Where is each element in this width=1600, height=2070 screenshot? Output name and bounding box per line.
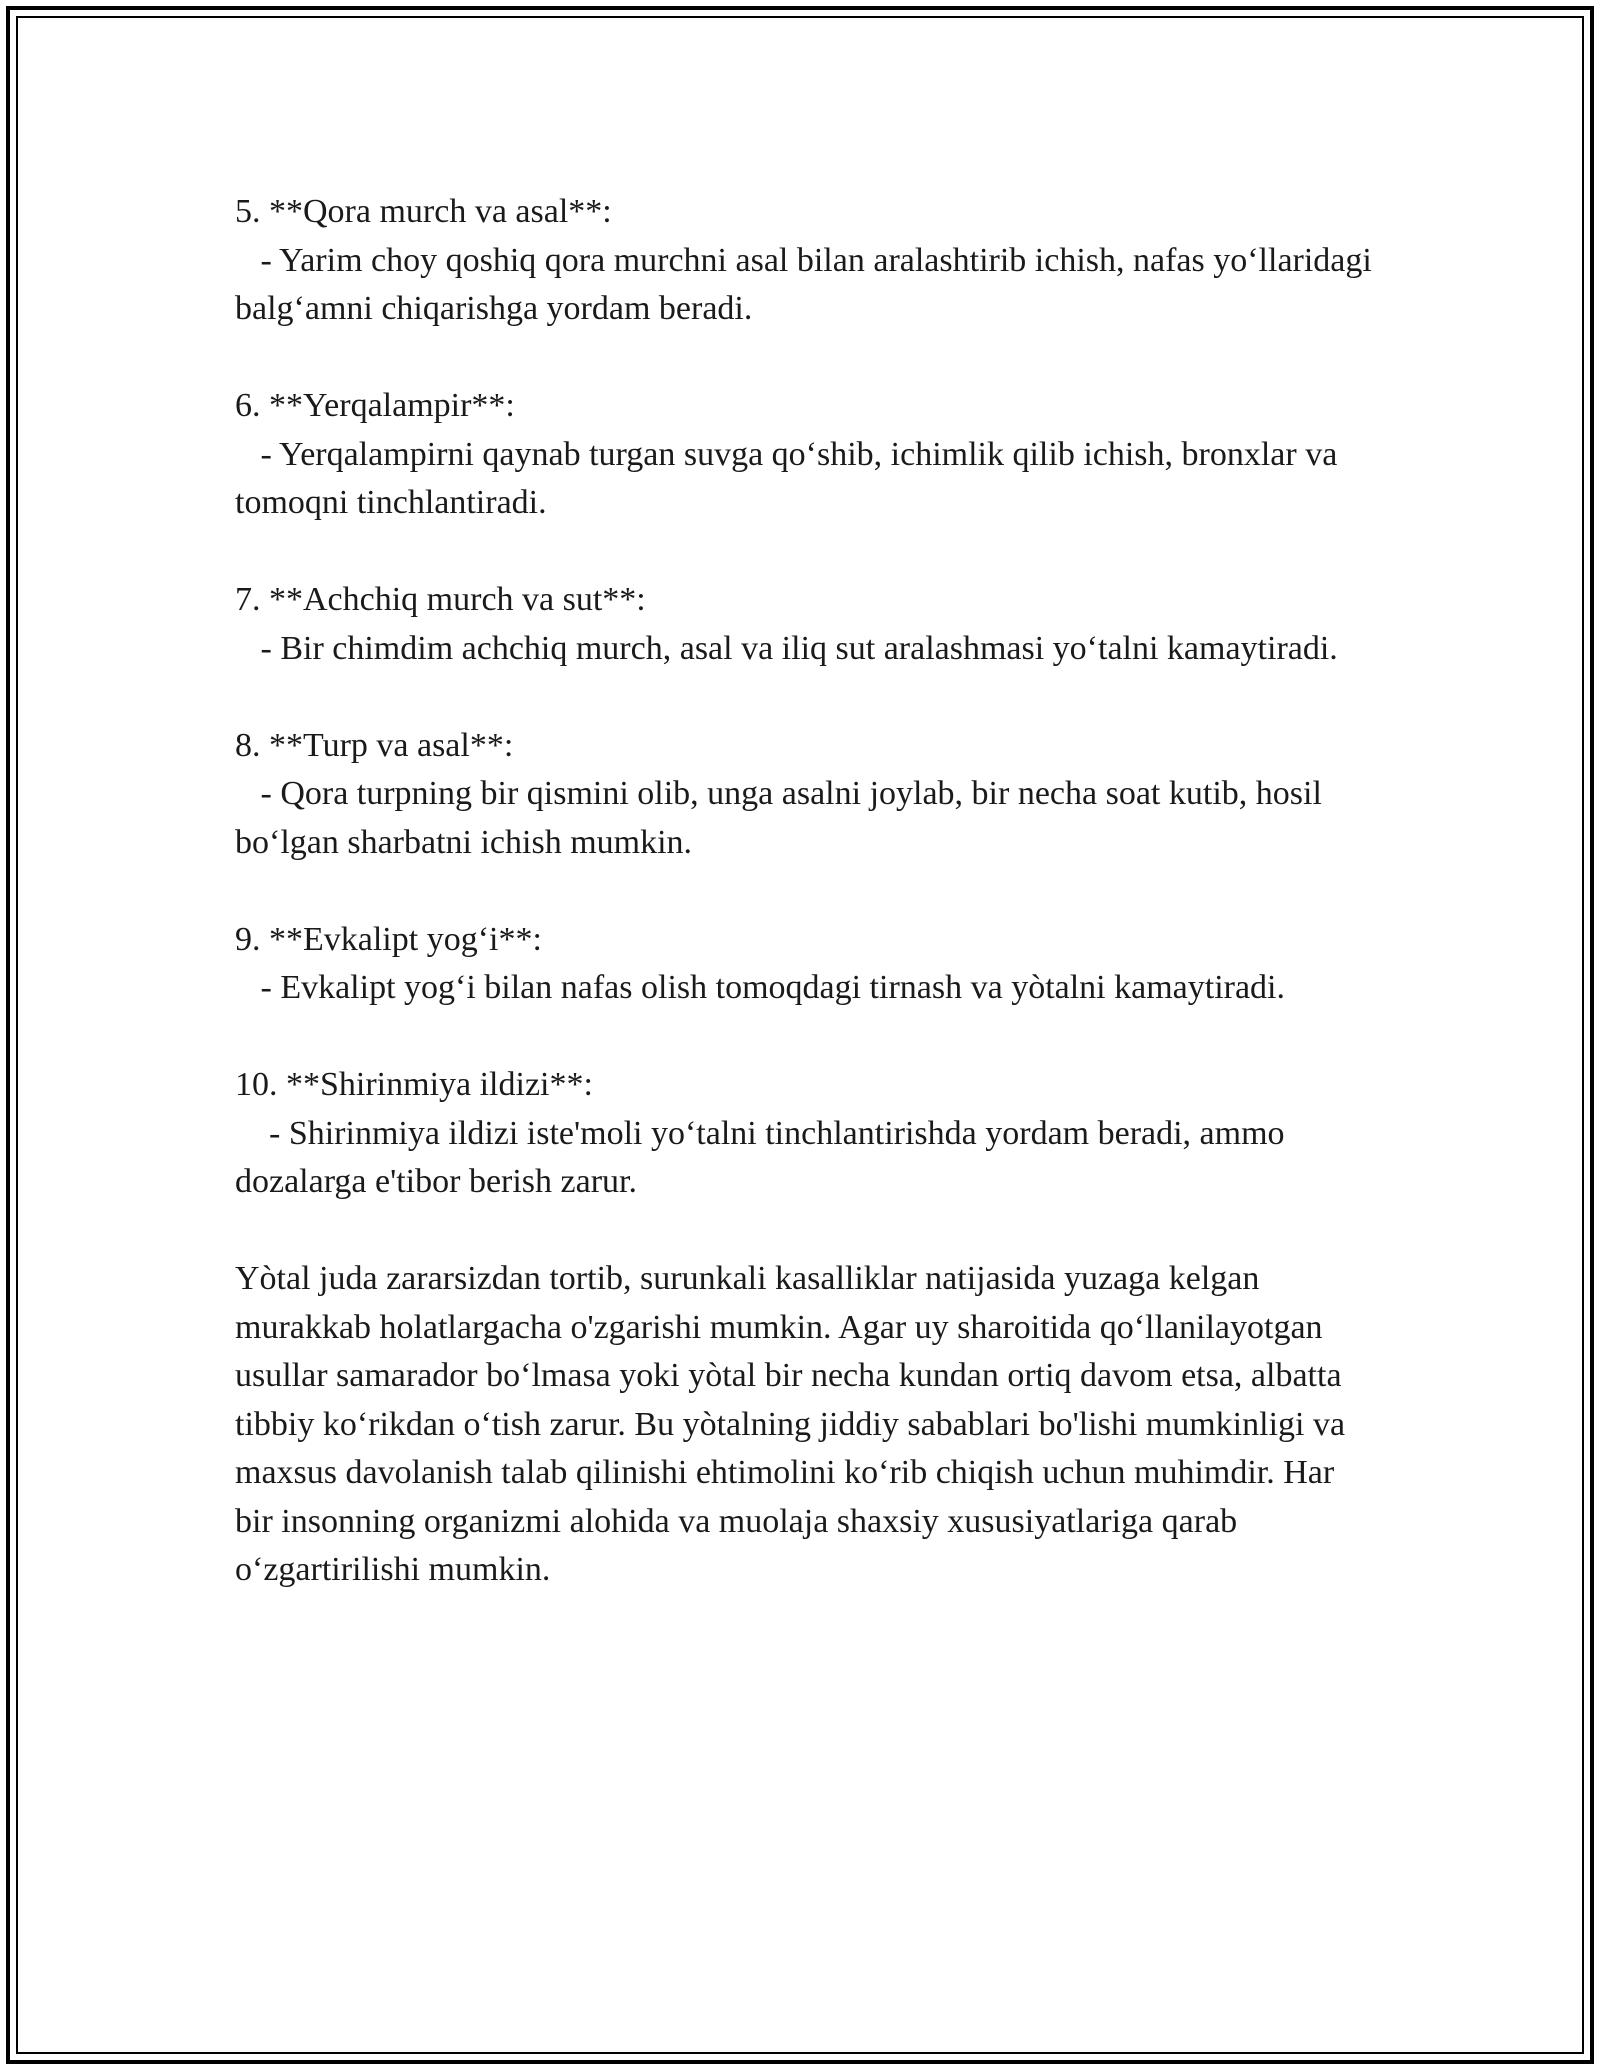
item-title: 8. **Turp va asal**: (235, 726, 514, 764)
item-description: - Bir chimdim achchiq murch, asal va iliq sut aralashmasi yo‘talni kamaytiradi. (235, 629, 1338, 667)
item-description: - Yarim choy qoshiq qora murchni asal bilan aralashtirib ichish, nafas yo‘llaridagi balg‘amni chiqarishga yordam beradi. (235, 241, 1381, 327)
item-title: 5. **Qora murch va asal**: (235, 193, 612, 230)
item-title: 9. **Evkalipt yog‘i**: (235, 920, 542, 958)
list-item (235, 916, 1375, 1013)
item-description: - Shirinmiya ildizi iste'moli yo‘talni tinchlantirishda yordam beradi, ammo dozalarga e'tibor berish zarur. (235, 1114, 1294, 1200)
closing-paragraph: Yòtal juda zararsizdan tortib, surunkali kasalliklar natijasida yuzaga kelgan murakkab holatlargacha o'zgarishi mumkin. Agar uy sharoitida qo‘llanilayotgan usullar samarador bo‘lmasa yoki yòtal bir necha kundan ortiq davom etsa, albatta tibbiy ko‘rikdan o‘tish zarur. Bu yòtalning jiddiy sabablari bo'lishi mumkinligi va maxsus davolanish talab qilinishi ehtimolini ko‘rib chiqish uchun muhimdir. Har bir insonning organizmi alohida va muolaja shaxsiy xususiyatlariga qarab o‘zgartirilishi mumkin. (235, 1260, 1346, 1588)
item-title: 6. **Yerqalampir**: (235, 387, 515, 424)
item-description: - Evkalipt yog‘i bilan nafas olish tomoqdagi tirnash va yòtalni kamaytiradi. (235, 969, 1285, 1006)
item-description: - Qora turpning bir qismini olib, unga asalni joylab, bir necha soat kutib, hosil bo‘lgan sharbatni ichish mumkin. (235, 775, 1331, 861)
document-body (235, 188, 1381, 1595)
list-item (235, 1061, 1375, 1207)
list-item (235, 722, 1375, 868)
list-item (235, 576, 1375, 673)
list-item (235, 188, 1381, 334)
list-item (235, 382, 1375, 528)
item-title: 7. **Achchiq murch va sut**: (235, 581, 646, 618)
item-title: 10. **Shirinmiya ildizi**: (235, 1066, 593, 1103)
item-description: - Yerqalampirni qaynab turgan suvga qo‘shib, ichimlik qilib ichish, bronxlar va tomoqni tinchlantiradi. (235, 435, 1346, 521)
